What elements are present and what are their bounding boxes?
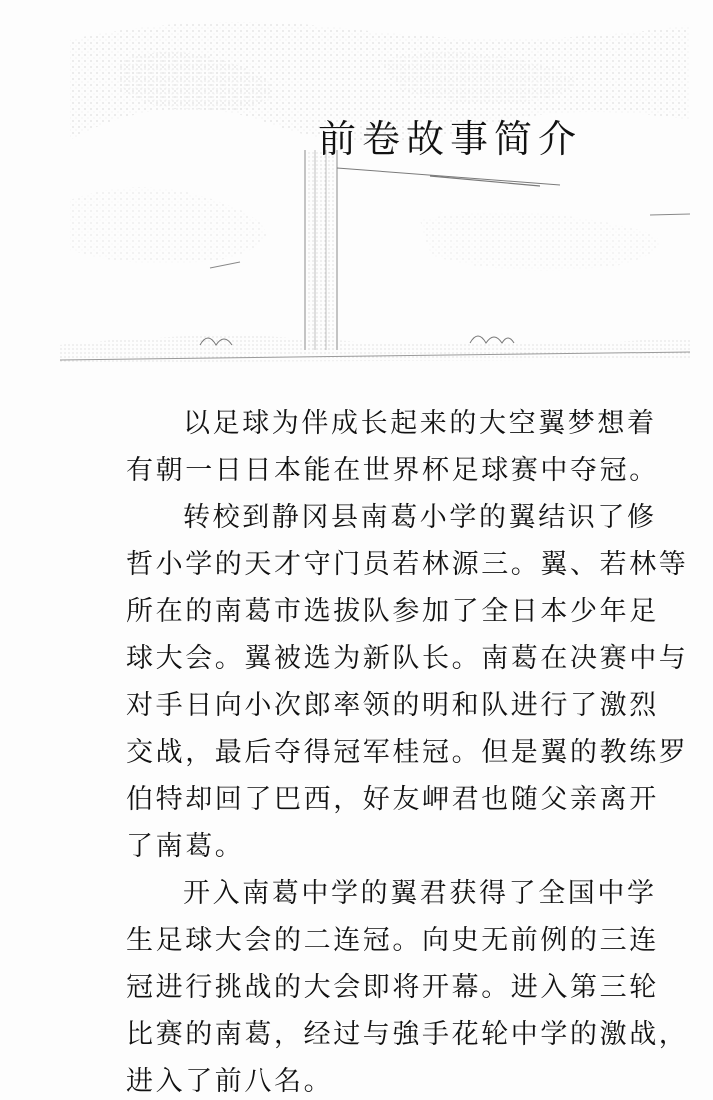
paragraph: [126, 870, 689, 1100]
text-line: 交战，最后夺得冠军桂冠。但是翼的教练罗: [126, 737, 689, 768]
text-line: 对手日向小次郎率领的明和队进行了激烈: [126, 690, 659, 721]
text-line: 了南葛。: [126, 831, 245, 862]
text-line: 伯特却回了巴西，好友岬君也随父亲离开: [126, 784, 659, 815]
text-line: 开入南葛中学的翼君获得了全国中学: [183, 878, 657, 909]
text-line: 所在的南葛市选拔队参加了全日本少年足: [126, 596, 659, 627]
text-line: 以足球为伴成长起来的大空翼梦想着: [183, 408, 657, 439]
summary-text: [126, 400, 689, 1100]
paragraph: [126, 494, 689, 870]
page-title: 前卷故事简介: [318, 117, 583, 161]
text-line: 进入了前八名。: [126, 1066, 334, 1097]
text-line: 有朝一日日本能在世界杯足球赛中夺冠。: [126, 455, 659, 486]
text-line: 球大会。翼被选为新队长。南葛在决赛中与: [126, 643, 689, 674]
text-line: 生足球大会的二连冠。向史无前例的三连: [126, 925, 659, 956]
text-line: 哲小学的天才守门员若林源三。翼、若林等: [126, 549, 689, 580]
text-line: 比赛的南葛，经过与強手花轮中学的激战，: [126, 1019, 689, 1050]
sky-tower-illustration: [0, 0, 713, 390]
text-line: 冠进行挑战的大会即将开幕。进入第三轮: [126, 972, 659, 1003]
text-line: 转校到静冈县南葛小学的翼结识了修: [183, 502, 657, 533]
paragraph: [126, 400, 671, 494]
